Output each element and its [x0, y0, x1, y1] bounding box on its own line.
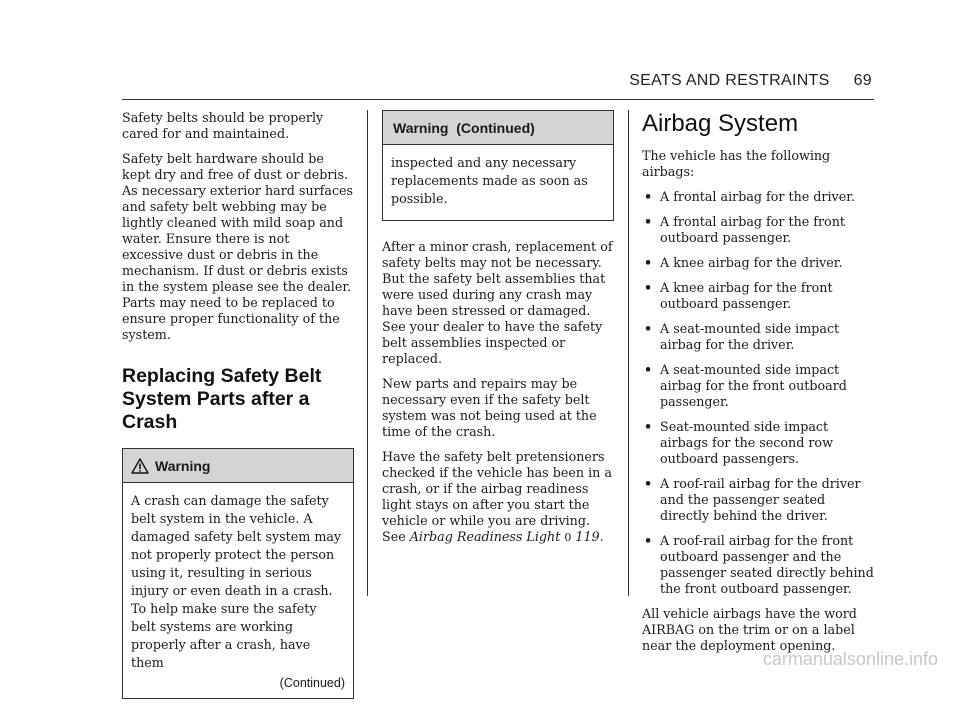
list-item: • A seat-mounted side impact airbag for the driver. [642, 321, 876, 353]
warning-title: Warning [155, 458, 211, 474]
warning-body [123, 483, 353, 698]
warning-box [122, 448, 354, 699]
warning-text: inspected and any necessary replacements made as soon as possible. [391, 155, 588, 206]
warning-header [383, 111, 613, 145]
warning-title: Warning (Continued) [393, 120, 535, 136]
column-divider-2 [628, 110, 629, 596]
list-item: • A frontal airbag for the front outboard passenger. [642, 214, 876, 246]
cross-reference-link[interactable]: Airbag Readiness Light [409, 529, 561, 544]
warning-header [123, 449, 353, 483]
section-heading: Replacing Safety Belt System Parts after a Crash [122, 365, 322, 433]
page-header [629, 72, 872, 90]
paragraph: New parts and repairs may be necessary even if the safety belt system was not being used at the time of the crash. [382, 376, 597, 439]
airbag-list [642, 189, 876, 597]
cross-reference-page[interactable]: 119 [575, 529, 600, 544]
paragraph: Safety belt hardware should be kept dry and free of dust or debris. As necessary exterior hard surfaces and safety belt webbing may be lightly cleaned with mild soap and water. Ensure there is not excessive dust or debris in the mechanism. If dust or debris exists in the system please see the dealer. Parts may need to be replaced to ensure proper functionality of the system. [122, 151, 354, 342]
paragraph: Have the safety belt pretensioners checked if the vehicle has been in a crash, or if the airbag readiness light stays on after you start the vehicle or while you are driving. See Airbag Readiness Light 0 119. [382, 449, 612, 544]
closing-paragraph: All vehicle airbags have the word AIRBAG on the trim or on a label near the deployment opening. [642, 606, 857, 653]
column-1 [122, 110, 354, 709]
list-item: • A frontal airbag for the driver. [642, 189, 876, 205]
paragraph: Safety belts should be properly cared for and maintained. [122, 110, 324, 141]
list-item: • A knee airbag for the front outboard passenger. [642, 280, 876, 312]
column-divider-1 [367, 110, 368, 596]
header-rule [122, 99, 874, 100]
watermark: carmanualsonline.info [762, 649, 938, 669]
paragraph-text: Have the safety belt pretensioners checked if the vehicle has been in a crash, or if the airbag readiness light stays on after you start the vehicle or while you are driving. See [382, 449, 612, 544]
intro-text: The vehicle has the following airbags: [642, 148, 831, 179]
list-item: • A seat-mounted side impact airbag for the front outboard passenger. [642, 362, 876, 410]
page-ref-icon: 0 [564, 531, 572, 544]
list-item: • A roof-rail airbag for the driver and the passenger seated directly behind the driver. [642, 476, 876, 524]
page-number: 69 [853, 72, 872, 89]
section-heading: Airbag System [642, 110, 799, 137]
continued-label: (Continued) [279, 676, 345, 690]
section-title: SEATS AND RESTRAINTS [629, 72, 830, 89]
column-3 [642, 110, 876, 663]
column-2 [382, 110, 614, 555]
list-item: • A roof-rail airbag for the front outboard passenger and the passenger seated directly behind the front outboard passenger. [642, 533, 876, 597]
warning-triangle-icon [131, 458, 149, 474]
warning-box-continued [382, 110, 614, 221]
list-item: • A knee airbag for the driver. [642, 255, 876, 271]
warning-body [383, 145, 613, 220]
list-item: • Seat-mounted side impact airbags for the second row outboard passengers. [642, 419, 876, 467]
paragraph: After a minor crash, replacement of safety belts may not be necessary. But the safety belt assemblies that were used during any crash may have been stressed or damaged. See your dealer to have the safety belt assemblies inspected or replaced. [382, 239, 613, 366]
warning-text: A crash can damage the safety belt system in the vehicle. A damaged safety belt system may not properly protect the person using it, resulting in serious injury or even death in a crash. To help make sure the safety belt systems are working properly after a crash, have them [131, 493, 342, 670]
